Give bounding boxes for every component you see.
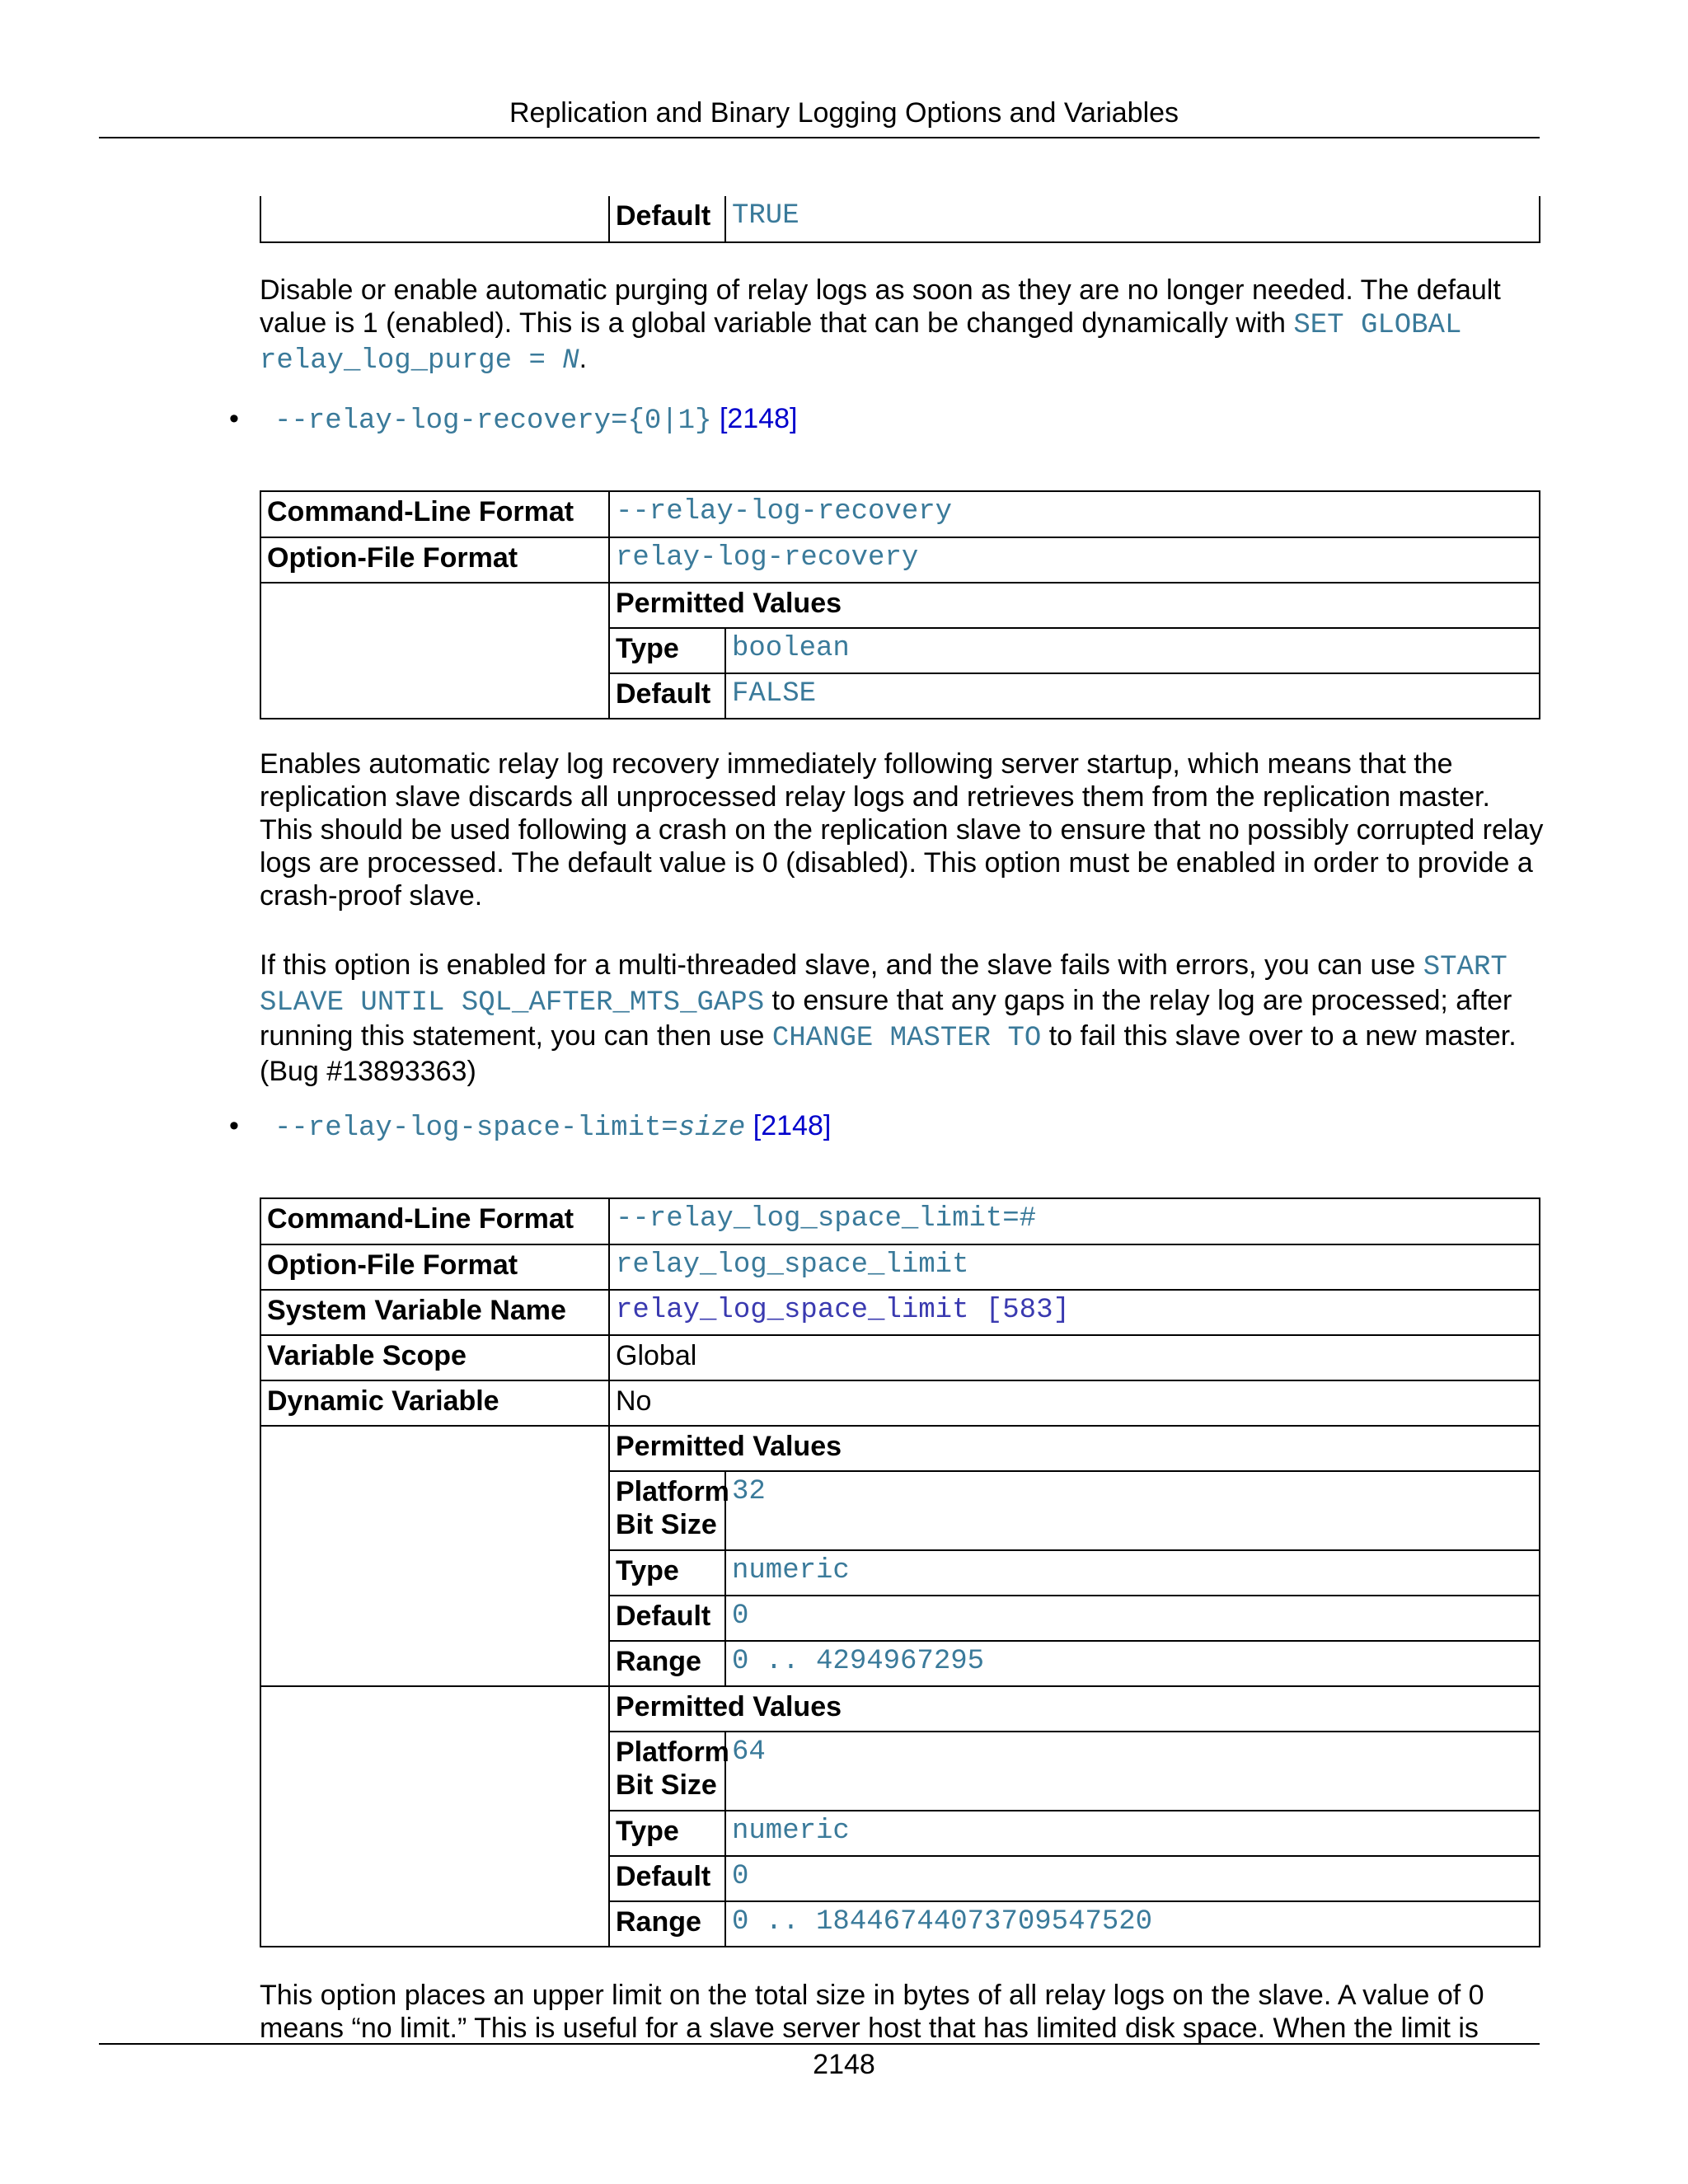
bullet-icon: • [229,1110,239,1141]
default-value: TRUE [725,196,1540,242]
bullet-icon: • [229,403,239,434]
sysvar-name-label: System Variable Name [260,1290,609,1335]
recovery-options-table [260,490,1540,719]
type-label: Type [609,628,725,673]
space-limit-description: This option places an upper limit on the total size in bytes of all relay logs on the slave. A value of 0 means “no limit.” This is useful for a slave server host that has limited disk space. When the limit is [260,1980,1484,2044]
footer-rule [99,2043,1540,2045]
cmd-format-label: Command-Line Format [260,491,609,537]
file-format-value: relay-log-recovery [609,537,1540,583]
top-table [260,196,1540,243]
type-value: numeric [725,1550,1540,1596]
option-space-name[interactable]: --relay-log-space-limit=size [274,1113,746,1144]
permitted-values-heading: Permitted Values [609,1426,1540,1471]
option-recovery-heading [274,402,797,438]
header-rule [99,137,1540,138]
default-label: Default [609,1856,725,1901]
range-label: Range [609,1641,725,1686]
scope-label: Variable Scope [260,1335,609,1380]
permitted-values-heading: Permitted Values [609,583,1540,628]
file-format-value: relay_log_space_limit [609,1244,1540,1290]
type-value: numeric [725,1811,1540,1856]
type-label: Type [609,1550,725,1596]
default-label: Default [609,673,725,719]
file-format-label: Option-File Format [260,537,609,583]
range-label: Range [609,1901,725,1947]
platform-bit-size-label: Platform Bit Size [609,1471,725,1550]
purge-description: Disable or enable automatic purging of relay logs as soon as they are no longer needed. The default value is 1 (enabled). This is a global variable that can be changed dynamically with SET GLOBAL relay_log_purge = N. [260,274,1501,377]
recovery-description: Enables automatic relay log recovery immediately following server startup, which means that the replication slave discards all unprocessed relay logs and retrieves them from the replication master. This should be used following a crash on the replication slave to ensure that no possibly corrupted relay logs are processed. The default value is 0 (disabled). This option must be enabled in order to provide a crash-proof slave. [260,748,1544,912]
sysvar-name-link[interactable]: relay_log_space_limit [583] [609,1290,1540,1335]
cmd-format-value: --relay-log-recovery [609,491,1540,537]
dynamic-label: Dynamic Variable [260,1380,609,1426]
space-limit-options-table [260,1197,1540,1947]
type-value: boolean [725,628,1540,673]
option-space-ref-link[interactable]: [2148] [753,1110,832,1141]
type-label: Type [609,1811,725,1856]
default-value: 0 [725,1856,1540,1901]
platform-bit-size-value: 64 [725,1732,1540,1811]
recovery-multithread-note: If this option is enabled for a multi-threaded slave, and the slave fails with errors, you can use START SLAVE UNTIL SQL_AFTER_MTS_GAPS to ensure that any gaps in the relay log are processed; after running this statement, you can then use CHANGE MASTER TO to fail this slave over to a new master. (Bug #13893363) [260,949,1517,1087]
range-value: 0 .. 4294967295 [725,1641,1540,1686]
empty-cell [260,583,609,719]
file-format-label: Option-File Format [260,1244,609,1290]
platform-bit-size-label: Platform Bit Size [609,1732,725,1811]
option-space-heading [274,1109,831,1145]
cmd-format-label: Command-Line Format [260,1198,609,1244]
option-recovery-ref-link[interactable]: [2148] [719,403,798,434]
default-label: Default [609,1596,725,1641]
platform-bit-size-value: 32 [725,1471,1540,1550]
default-label: Default [609,196,725,242]
dynamic-value: No [609,1380,1540,1426]
option-recovery-name[interactable]: --relay-log-recovery={0|1} [274,405,712,437]
empty-cell [260,196,609,242]
empty-cell [260,1426,609,1686]
default-value: FALSE [725,673,1540,719]
page-number: 2148 [813,2049,875,2080]
range-value: 0 .. 18446744073709547520 [725,1901,1540,1947]
cmd-format-value: --relay_log_space_limit=# [609,1198,1540,1244]
permitted-values-heading: Permitted Values [609,1686,1540,1732]
page-header: Replication and Binary Logging Options and Variables [509,97,1179,129]
default-value: 0 [725,1596,1540,1641]
empty-cell [260,1686,609,1947]
scope-value: Global [609,1335,1540,1380]
